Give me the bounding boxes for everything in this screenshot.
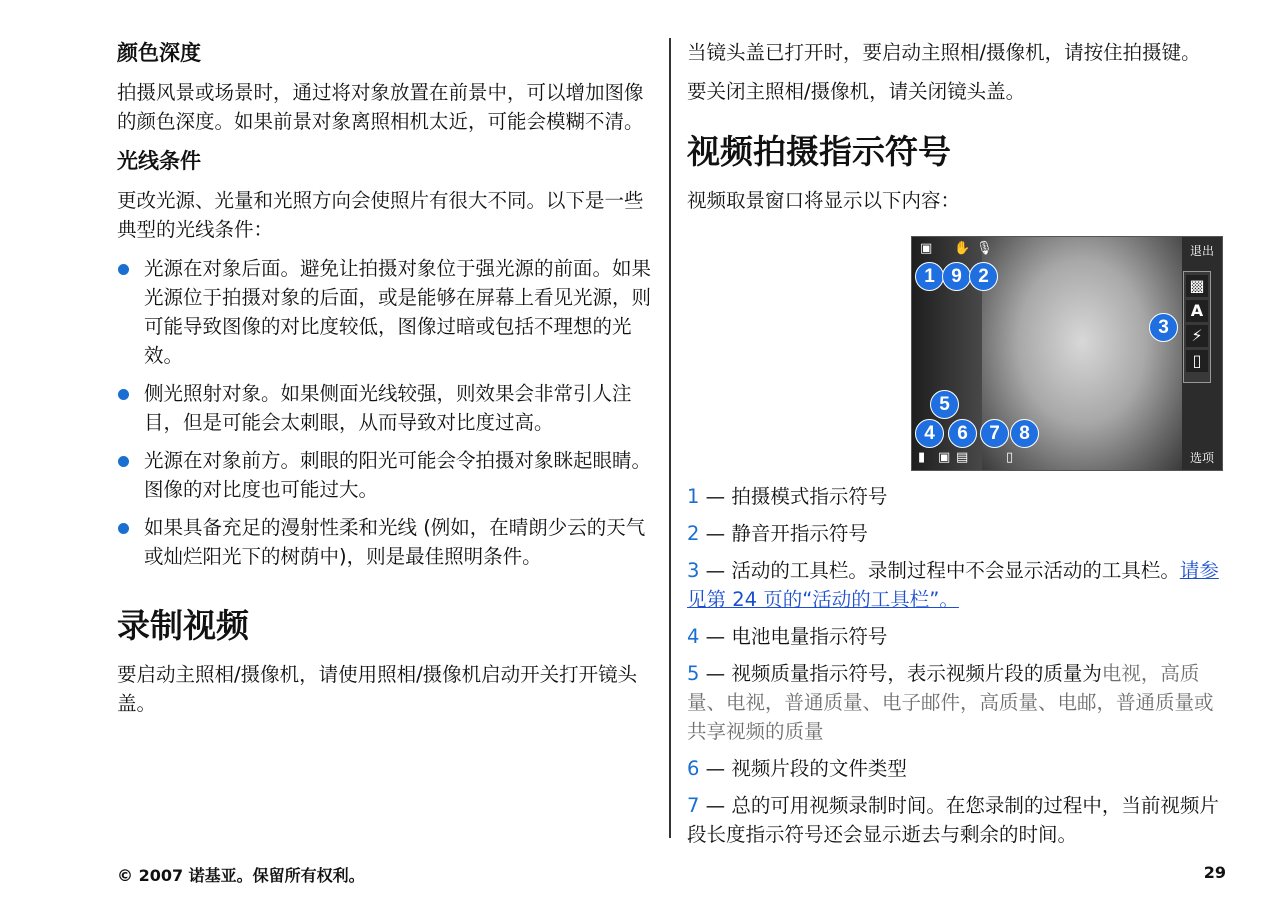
bullet-icon xyxy=(118,456,129,467)
page-number: 29 xyxy=(1203,863,1226,882)
badge-5: 5 xyxy=(930,390,959,419)
legend-item: 5 — 视频质量指示符号，表示视频片段的质量为电视，高质量、电视，普通质量、电子邮件，高质量、电邮，普通质量或共享视频的质量 xyxy=(687,662,1214,743)
exit-label: 退出 xyxy=(1189,244,1214,258)
active-toolbar xyxy=(1183,271,1211,383)
legend-item: 7 — 总的可用视频录制时间。在您录制的过程中，当前视频片段长度指示符号还会显示逝去与剩余的时间。 xyxy=(687,794,1219,846)
color-depth-heading: 颜色深度 xyxy=(117,41,201,65)
list-item: 光源在对象前方。刺眼的阳光可能会令拍摄对象眯起眼睛。图像的对比度也可能过大。 xyxy=(117,446,657,504)
video-mode-icon: ▣ xyxy=(920,241,933,256)
memory-icon: ▯ xyxy=(1006,450,1014,465)
close-lens-text: 要关闭主照相/摄像机，请关闭镜头盖。 xyxy=(687,80,1026,103)
badge-4: 4 xyxy=(915,419,944,448)
options-label: 选项 xyxy=(1189,451,1214,465)
lighting-heading: 光线条件 xyxy=(117,149,201,173)
toolbar-slot-icon: ▯ xyxy=(1186,350,1208,372)
mute-icon: 🎙 xyxy=(976,241,993,256)
indicators-intro: 视频取景窗口将显示以下内容： xyxy=(687,189,961,212)
legend-list xyxy=(687,482,1232,857)
record-video-text: 要启动主照相/摄像机，请使用照相/摄像机启动开关打开镜头盖。 xyxy=(117,663,638,715)
auto-mode-icon: A xyxy=(1186,300,1208,322)
open-lens-text: 当镜头盖已打开时，要启动主照相/摄像机，请按住拍摄键。 xyxy=(687,41,1201,64)
badge-2: 2 xyxy=(969,262,998,291)
bullet-icon xyxy=(118,389,129,400)
badge-3: 3 xyxy=(1149,313,1178,342)
badge-1: 1 xyxy=(915,262,944,291)
file-type-icon: ▤ xyxy=(956,450,969,465)
list-item: 光源在对象后面。避免让拍摄对象位于强光源的前面。如果光源位于拍摄对象的后面，或是能够在屏幕上看见光源，则可能导致图像的对比度较低，图像过暗或包括不理想的光效。 xyxy=(117,254,657,370)
flash-icon: ⚡ xyxy=(1186,325,1208,347)
stabilizer-icon: ✋ xyxy=(954,241,971,256)
lighting-intro: 更改光源、光量和光照方向会使照片有很大不同。以下是一些典型的光线条件： xyxy=(117,189,644,241)
badge-8: 8 xyxy=(1010,419,1039,448)
badge-7: 7 xyxy=(980,419,1009,448)
color-depth-text: 拍摄风景或场景时，通过将对象放置在前景中，可以增加图像的颜色深度。如果前景对象离照相机太近，可能会模糊不清。 xyxy=(117,81,644,133)
record-video-heading: 录制视频 xyxy=(117,606,249,645)
left-column xyxy=(117,38,657,728)
viewfinder-image xyxy=(911,236,1223,471)
legend-item: 3 — 活动的工具栏。录制过程中不会显示活动的工具栏。请参见第 24 页的“活动的工具栏”。 xyxy=(687,559,1219,611)
video-quality-icon: ▣ xyxy=(938,450,951,465)
badge-6: 6 xyxy=(948,419,977,448)
badge-9: 9 xyxy=(942,262,971,291)
indicators-heading: 视频拍摄指示符号 xyxy=(687,132,951,171)
right-column xyxy=(687,38,1232,225)
column-divider xyxy=(669,38,671,838)
bullet-icon xyxy=(118,264,129,275)
copyright: © 2007 诺基亚。保留所有权利。 xyxy=(117,866,365,885)
list-item: 侧光照射对象。如果侧面光线较强，则效果会非常引人注目，但是可能会太刺眼，从而导致对比度过高。 xyxy=(117,379,657,437)
bullet-icon xyxy=(118,523,129,534)
legend-item: 2 — 静音开指示符号 xyxy=(687,522,868,545)
list-item: 如果具备充足的漫射性柔和光线 (例如，在晴朗少云的天气或灿烂阳光下的树荫中)，则是最佳照明条件。 xyxy=(117,513,657,571)
toolbar-page-link[interactable]: 请参见第 24 页的“活动的工具栏”。 xyxy=(687,559,1219,611)
lighting-list xyxy=(117,254,657,571)
battery-icon: ▮ xyxy=(918,450,926,465)
legend-item: 4 — 电池电量指示符号 xyxy=(687,625,888,648)
legend-item: 1 — 拍摄模式指示符号 xyxy=(687,485,888,508)
scene-icon: ▩ xyxy=(1186,275,1208,297)
legend-item: 6 — 视频片段的文件类型 xyxy=(687,757,907,780)
